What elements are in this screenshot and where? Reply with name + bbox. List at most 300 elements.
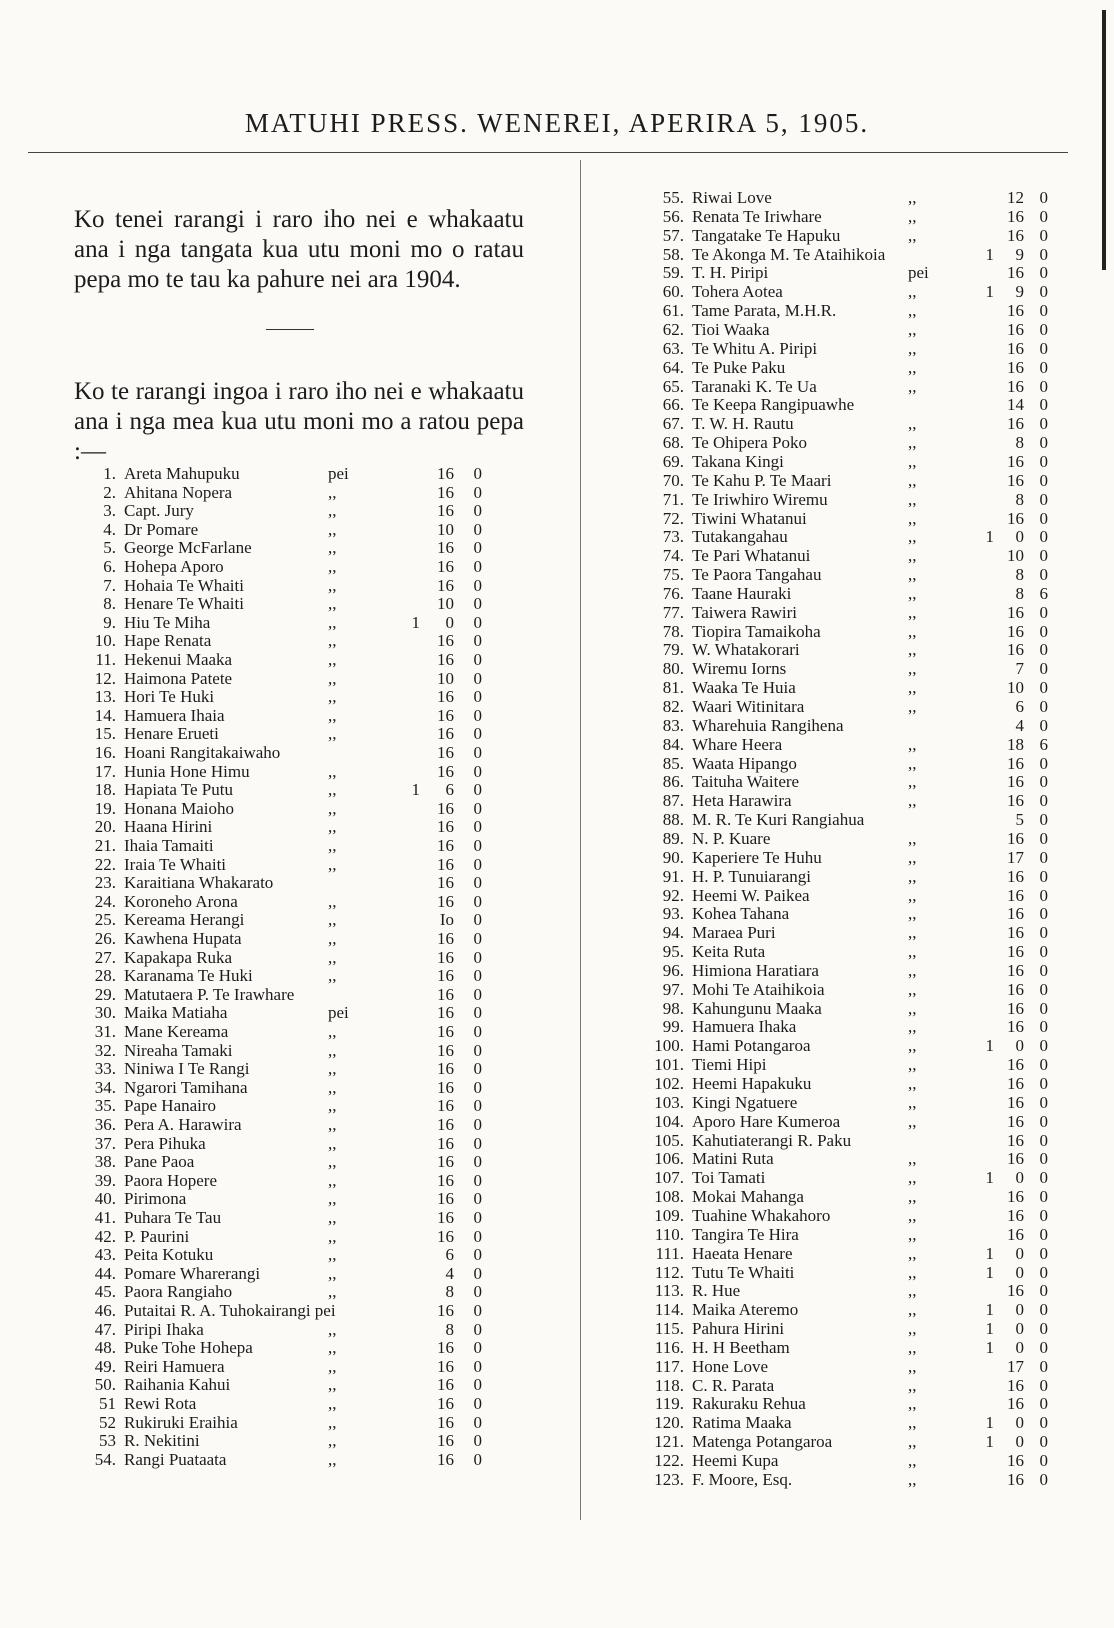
entry-pence: 0 <box>1039 1300 1048 1320</box>
entry-number: 45. <box>94 1282 116 1302</box>
entry-pence: 0 <box>1039 1111 1048 1131</box>
entry-name: Areta Mahupuku <box>124 464 240 483</box>
entry-name: Hami Potangaroa <box>692 1036 811 1056</box>
entry-number: 112. <box>654 1262 684 1282</box>
entry-name: Waari Witinitara <box>692 697 805 716</box>
entry-name: Tangatake Te Hapuku <box>692 225 841 245</box>
entry-pence: 0 <box>1039 565 1048 584</box>
entry-mark: ,, <box>328 1431 337 1451</box>
entry-pence: 0 <box>1039 282 1048 302</box>
entry-pence: 0 <box>1039 960 1048 980</box>
entry-name: Matenga Potangaroa <box>692 1432 833 1452</box>
entry-name: Hori Te Huki <box>124 687 215 707</box>
entry-mark: ,, <box>328 575 337 595</box>
entry-name: Te Ohipera Poko <box>692 433 807 453</box>
entry-shillings: 16 <box>1007 508 1024 528</box>
entry-pence: 6 <box>1039 583 1048 603</box>
entry-shillings: 0 <box>1015 527 1024 547</box>
entry-number: 52 <box>99 1412 116 1432</box>
entry-pence: 0 <box>1039 301 1048 321</box>
entry-mark: ,, <box>908 1092 917 1112</box>
entry-number: 34. <box>94 1077 116 1097</box>
entry-mark: ,, <box>908 1319 917 1338</box>
entry-mark: ,, <box>908 470 917 490</box>
entry-shillings: 4 <box>445 1263 454 1283</box>
entry-pence: 0 <box>1039 1413 1048 1433</box>
entry-mark: ,, <box>328 612 337 632</box>
entry-pence: 0 <box>1039 1432 1048 1452</box>
entry-number: 55. <box>662 188 684 207</box>
entry-mark: ,, <box>328 929 337 948</box>
entry-number: 43. <box>94 1245 116 1265</box>
entry-shillings: 8 <box>445 1319 454 1339</box>
entry-name: Hamuera Ihaka <box>692 1017 797 1037</box>
entry-shillings: 9 <box>1015 244 1024 264</box>
entry-pence: 0 <box>473 1170 482 1190</box>
entry-pence: 0 <box>473 1356 482 1376</box>
entry-mark: ,, <box>328 1263 337 1283</box>
entry-number: 57. <box>662 225 684 245</box>
entry-pence: 0 <box>1039 979 1048 999</box>
entry-pence: 0 <box>1039 942 1048 961</box>
entry-number: 73. <box>662 527 684 547</box>
entry-shillings: 16 <box>1007 885 1024 905</box>
entry-number: 31. <box>94 1022 116 1041</box>
entry-name: Maika Matiaha <box>124 1003 228 1023</box>
entry-shillings: 16 <box>1007 904 1024 924</box>
entry-name: Pahura Hirini <box>692 1319 785 1338</box>
entry-pence: 0 <box>473 817 482 837</box>
entry-number: 104. <box>654 1111 684 1131</box>
entry-mark: ,, <box>908 1205 917 1225</box>
entry-number: 92. <box>662 885 684 905</box>
entry-name: Renata Te Iriwhare <box>692 206 822 226</box>
entry-name: Kahungunu Maaka <box>692 998 822 1018</box>
entry-shillings: 8 <box>445 1282 454 1302</box>
entry-mark: ,, <box>908 1432 917 1452</box>
entry-name: Taiwera Rawiri <box>692 602 798 622</box>
entry-number: 15. <box>94 724 116 744</box>
entry-mark: ,, <box>328 1226 337 1246</box>
entry-shillings: 16 <box>1007 942 1024 961</box>
entry-pence: 0 <box>1039 338 1048 358</box>
entry-shillings: 0 <box>1015 1337 1024 1357</box>
entry-shillings: 16 <box>1007 753 1024 773</box>
entry-shillings: 16 <box>1007 923 1024 943</box>
entry-shillings: 16 <box>1007 1451 1024 1470</box>
entry-mark: ,, <box>908 376 917 396</box>
entry-pence: 0 <box>473 1115 482 1134</box>
entry-name: Hohepa Aporo <box>124 557 224 576</box>
entry-number: 50. <box>94 1375 116 1395</box>
entry-number: 6. <box>103 557 116 576</box>
entry-shillings: 16 <box>437 1096 454 1116</box>
entry-shillings: 16 <box>437 575 454 595</box>
entry-mark: ,, <box>908 1017 917 1037</box>
entry-number: 122. <box>654 1451 684 1470</box>
entry-name: Taranaki K. Te Ua <box>692 376 817 396</box>
entry-number: 93. <box>662 904 684 924</box>
entry-pence: 0 <box>1039 1337 1048 1357</box>
entry-name: Tohera Aotea <box>692 282 783 302</box>
entry-mark: ,, <box>908 1074 917 1093</box>
entry-shillings: 16 <box>437 1301 454 1320</box>
entry-shillings: 10 <box>437 519 454 539</box>
entry-number: 58. <box>662 244 684 264</box>
entry-mark: ,, <box>908 621 917 641</box>
entry-mark: ,, <box>328 687 337 707</box>
entry-mark: ,, <box>908 602 917 622</box>
entry-number: 119. <box>654 1394 684 1414</box>
entry-shillings: 16 <box>437 1003 454 1023</box>
entry-number: 68. <box>662 433 684 453</box>
entry-pence: 0 <box>473 1301 482 1320</box>
entry-pence: 0 <box>473 1263 482 1283</box>
entry-name: Wiremu Iorns <box>692 659 787 679</box>
entry-shillings: 0 <box>1015 1432 1024 1452</box>
entry-shillings: 16 <box>1007 320 1024 339</box>
entry-pence: 0 <box>473 836 482 855</box>
entry-number: 85. <box>662 753 684 773</box>
entry-number: 86. <box>662 772 684 792</box>
entry-pence: 0 <box>1039 866 1048 886</box>
entry-shillings: 16 <box>437 984 454 1004</box>
entry-name: Whare Heera <box>692 734 783 754</box>
entry-number: 115. <box>654 1319 684 1338</box>
entry-mark: ,, <box>328 1133 337 1153</box>
entry-shillings: 16 <box>1007 1074 1024 1093</box>
entry-number: 63. <box>662 338 684 358</box>
entry-shillings: 16 <box>1007 640 1024 660</box>
entry-pence: 0 <box>1039 206 1048 226</box>
entry-mark: ,, <box>908 1300 917 1320</box>
entry-name: W. Whatakorari <box>692 640 800 660</box>
entry-number: 72. <box>662 508 684 528</box>
entry-name: Puke Tohe Hohepa <box>124 1338 253 1358</box>
entry-mark: ,, <box>908 1036 917 1056</box>
entry-number: 5. <box>103 538 116 558</box>
entry-mark: ,, <box>328 817 337 837</box>
entry-name: Dr Pomare <box>124 519 199 539</box>
entry-pence: 0 <box>1039 357 1048 377</box>
entry-mark: ,, <box>908 866 917 886</box>
entry-name: Henare Te Whaiti <box>124 594 244 614</box>
entry-name: Haana Hirini <box>124 817 213 837</box>
entry-number: 113. <box>654 1281 684 1301</box>
entry-number: 76. <box>662 583 684 603</box>
entry-number: 98. <box>662 998 684 1018</box>
entry-mark: ,, <box>908 659 917 679</box>
entry-name: Heemi Hapakuku <box>692 1074 812 1093</box>
entry-pence: 0 <box>1039 470 1048 490</box>
entry-pence: 0 <box>473 1003 482 1023</box>
entry-pounds: 1 <box>985 1036 994 1056</box>
entry-pence: 0 <box>473 1040 482 1060</box>
entry-number: 88. <box>662 810 684 830</box>
entry-pence: 0 <box>473 1059 482 1079</box>
entry-number: 118. <box>654 1375 684 1395</box>
entry-number: 19. <box>94 798 116 818</box>
entry-name: Pane Paoa <box>124 1152 195 1172</box>
entry-shillings: 16 <box>437 1189 454 1209</box>
entry-name: Tutakangahau <box>692 527 788 547</box>
entry-name: Peita Kotuku <box>124 1245 214 1265</box>
entry-shillings: 14 <box>1007 395 1024 415</box>
entry-number: 7. <box>103 575 116 595</box>
entry-number: 51 <box>99 1394 116 1413</box>
entry-number: 54. <box>94 1449 116 1469</box>
entry-shillings: 16 <box>1007 791 1024 811</box>
entry-name: Haimona Patete <box>124 668 233 688</box>
entry-shillings: 6 <box>1015 697 1024 716</box>
entry-mark: ,, <box>908 1394 917 1414</box>
entry-shillings: 0 <box>1015 1243 1024 1263</box>
entry-number: 80. <box>662 659 684 679</box>
entry-pence: 0 <box>473 1208 482 1227</box>
entry-pounds: 1 <box>985 1432 994 1452</box>
entry-pence: 0 <box>1039 1074 1048 1093</box>
entry-pence: 0 <box>473 761 482 781</box>
entry-name: Waaka Te Huia <box>692 678 796 698</box>
entry-number: 82. <box>662 697 684 716</box>
entry-name: Mokai Mahanga <box>692 1187 804 1207</box>
entry-shillings: 10 <box>437 594 454 614</box>
entry-name: Heemi W. Paikea <box>692 885 810 905</box>
entry-name: Pera A. Harawira <box>124 1115 242 1134</box>
entry-number: 41. <box>94 1208 116 1227</box>
entry-mark: ,, <box>908 640 917 660</box>
header-rule <box>28 152 1068 153</box>
entry-mark: ,, <box>908 753 917 773</box>
entry-mark: ,, <box>908 1168 917 1188</box>
entry-number: 42. <box>94 1226 116 1246</box>
entry-shillings: 16 <box>437 1115 454 1134</box>
entry-shillings: 16 <box>437 650 454 669</box>
entry-pence: 0 <box>473 910 482 930</box>
entry-shillings: 16 <box>437 1059 454 1079</box>
entry-mark: ,, <box>328 1394 337 1413</box>
entry-number: 107. <box>654 1168 684 1188</box>
entry-number: 28. <box>94 966 116 986</box>
entry-shillings: 16 <box>437 947 454 967</box>
entry-number: 47. <box>94 1319 116 1339</box>
entry-number: 62. <box>662 320 684 339</box>
entry-name: Hiu Te Miha <box>124 612 211 632</box>
entry-pounds: 1 <box>985 282 994 302</box>
entry-mark: ,, <box>908 338 917 358</box>
entry-pence: 0 <box>473 612 482 632</box>
entry-pence: 0 <box>1039 715 1048 735</box>
entry-mark: ,, <box>328 1375 337 1395</box>
entry-number: 103. <box>654 1092 684 1112</box>
entry-name: Matini Ruta <box>692 1149 774 1169</box>
entry-number: 75. <box>662 565 684 584</box>
entry-pence: 0 <box>1039 225 1048 245</box>
entry-mark: pei <box>328 464 349 483</box>
entry-shillings: 16 <box>1007 1017 1024 1037</box>
entry-pounds: 1 <box>985 244 994 264</box>
entry-mark: ,, <box>908 508 917 528</box>
entry-shillings: 16 <box>437 705 454 725</box>
entry-shillings: 16 <box>1007 1130 1024 1150</box>
entry-shillings: 16 <box>437 1208 454 1227</box>
entry-name: Pirimona <box>124 1189 187 1209</box>
entry-pence: 0 <box>1039 697 1048 716</box>
entry-mark: ,, <box>908 960 917 980</box>
entry-name: Ngarori Tamihana <box>124 1077 248 1097</box>
entry-mark: ,, <box>328 1040 337 1060</box>
entry-mark: ,, <box>908 1111 917 1131</box>
entry-mark: ,, <box>908 1224 917 1244</box>
entry-mark: ,, <box>908 847 917 867</box>
entry-pence: 0 <box>473 1077 482 1097</box>
entry-pence: 0 <box>473 1022 482 1041</box>
entry-pence: 0 <box>473 668 482 688</box>
entry-number: 23. <box>94 873 116 893</box>
entry-number: 61. <box>662 301 684 321</box>
entry-name: Takana Kingi <box>692 451 784 471</box>
entry-mark: ,, <box>908 206 917 226</box>
entry-number: 30. <box>94 1003 116 1023</box>
entry-mark: ,, <box>328 836 337 855</box>
entry-number: 9. <box>103 612 116 632</box>
entry-number: 109. <box>654 1205 684 1225</box>
entry-name: Te Whitu A. Piripi <box>692 338 818 358</box>
entry-mark: ,, <box>328 1356 337 1376</box>
entry-name: Puhara Te Tau <box>124 1208 222 1227</box>
entry-mark: ,, <box>328 1449 337 1469</box>
entry-mark: ,, <box>328 538 337 558</box>
entry-number: 110. <box>654 1224 684 1244</box>
entry-name: Rewi Rota <box>124 1394 197 1413</box>
entry-shillings: 16 <box>437 1226 454 1246</box>
entry-pence: 0 <box>473 538 482 558</box>
entry-mark: ,, <box>328 891 337 911</box>
entry-shillings: 16 <box>437 1412 454 1432</box>
entry-mark: ,, <box>328 668 337 688</box>
entry-name: R. Nekitini <box>124 1431 200 1451</box>
entry-shillings: 16 <box>1007 414 1024 434</box>
entry-pounds: 1 <box>985 1262 994 1282</box>
entry-mark: ,, <box>328 1077 337 1097</box>
entry-pounds: 1 <box>985 1168 994 1188</box>
entry-shillings: 16 <box>437 1431 454 1451</box>
entry-number: 20. <box>94 817 116 837</box>
entry-name: Toi Tamati <box>692 1168 766 1188</box>
entry-mark: ,, <box>328 501 337 521</box>
entry-pence: 0 <box>473 519 482 539</box>
entry-shillings: 16 <box>1007 376 1024 396</box>
entry-mark: ,, <box>908 320 917 339</box>
entry-number: 16. <box>94 743 116 762</box>
entry-shillings: Io <box>439 910 454 930</box>
entry-number: 96. <box>662 960 684 980</box>
entry-shillings: 16 <box>1007 1375 1024 1395</box>
entry-shillings: 16 <box>1007 1111 1024 1131</box>
entry-pence: 0 <box>473 1394 482 1413</box>
entry-shillings: 16 <box>437 891 454 911</box>
entry-name: P. Paurini <box>124 1226 190 1246</box>
entry-pence: 0 <box>473 464 482 483</box>
entry-number: 17. <box>94 761 116 781</box>
entry-shillings: 8 <box>1015 489 1024 509</box>
entry-mark: ,, <box>908 1451 917 1470</box>
entry-name: Matutaera P. Te Irawhare <box>124 984 295 1004</box>
entry-shillings: 12 <box>1007 188 1024 207</box>
entry-name: Ahitana Nopera <box>124 482 233 502</box>
entry-pence: 0 <box>473 724 482 744</box>
entry-shillings: 16 <box>1007 1092 1024 1112</box>
section-separator <box>266 329 314 330</box>
entry-mark: ,, <box>328 798 337 818</box>
entry-pounds: 1 <box>985 1319 994 1338</box>
intro-paragraph-1: Ko tenei rarangi i raro iho nei e whakaatu ana i nga tangata kua utu moni mo o ratau pepa mo te tau ka pahure nei ara 1904. <box>74 206 524 293</box>
entry-mark: ,, <box>908 828 917 848</box>
entry-pence: 0 <box>473 594 482 614</box>
intro-paragraph-2: Ko te rarangi ingoa i raro iho nei e whakaatu ana i nga mea kua utu moni mo a ratou pepa :— <box>74 378 524 465</box>
entry-pence: 0 <box>1039 263 1048 283</box>
entry-number: 120. <box>654 1413 684 1433</box>
entry-name: Paora Hopere <box>124 1170 217 1190</box>
entry-mark: ,, <box>908 565 917 584</box>
entry-pence: 0 <box>1039 1356 1048 1376</box>
entry-pence: 0 <box>473 929 482 948</box>
entry-mark: ,, <box>328 631 337 651</box>
entry-number: 70. <box>662 470 684 490</box>
entry-shillings: 16 <box>437 687 454 707</box>
entry-mark: ,, <box>328 1170 337 1190</box>
entry-pence: 0 <box>473 1152 482 1172</box>
entry-pence: 0 <box>473 798 482 818</box>
entry-name: Heta Harawira <box>692 791 792 811</box>
entry-number: 83. <box>662 715 684 735</box>
entry-shillings: 4 <box>1015 715 1024 735</box>
entry-number: 123. <box>654 1469 684 1489</box>
entry-number: 46. <box>94 1301 116 1320</box>
entry-name: Kawhena Hupata <box>124 929 242 948</box>
entry-pounds: 1 <box>985 1413 994 1433</box>
entry-number: 105. <box>654 1130 684 1150</box>
entry-pence: 0 <box>1039 1130 1048 1150</box>
entry-shillings: 16 <box>1007 621 1024 641</box>
entry-name: M. R. Te Kuri Rangiahua <box>692 810 865 830</box>
page-masthead: MATUHI PRESS. WENEREI, APERIRA 5, 1905. <box>244 108 870 138</box>
entry-pence: 0 <box>1039 1319 1048 1338</box>
entry-number: 12. <box>94 668 116 688</box>
entry-pence: 0 <box>1039 1168 1048 1188</box>
entry-shillings: 16 <box>1007 1205 1024 1225</box>
entry-pence: 0 <box>1039 376 1048 396</box>
entry-shillings: 16 <box>437 464 454 483</box>
entry-number: 116. <box>654 1337 684 1357</box>
entry-pence: 0 <box>473 1189 482 1209</box>
entry-name: Raihania Kahui <box>124 1375 231 1395</box>
entry-pence: 0 <box>473 947 482 967</box>
entry-mark: ,, <box>328 1189 337 1209</box>
entry-name: Putaitai R. A. Tuhokairangi pei <box>124 1301 336 1320</box>
entry-name: Keita Ruta <box>692 942 766 961</box>
entry-number: 27. <box>94 947 116 967</box>
entry-number: 95. <box>662 942 684 961</box>
entry-mark: ,, <box>328 1282 337 1302</box>
entry-pence: 0 <box>473 631 482 651</box>
entry-pounds: 1 <box>411 612 420 632</box>
entry-mark: ,, <box>908 942 917 961</box>
entry-name: Te Akonga M. Te Ataihikoia <box>692 244 886 264</box>
entry-shillings: 16 <box>1007 1469 1024 1489</box>
entry-number: 38. <box>94 1152 116 1172</box>
entry-shillings: 8 <box>1015 433 1024 453</box>
